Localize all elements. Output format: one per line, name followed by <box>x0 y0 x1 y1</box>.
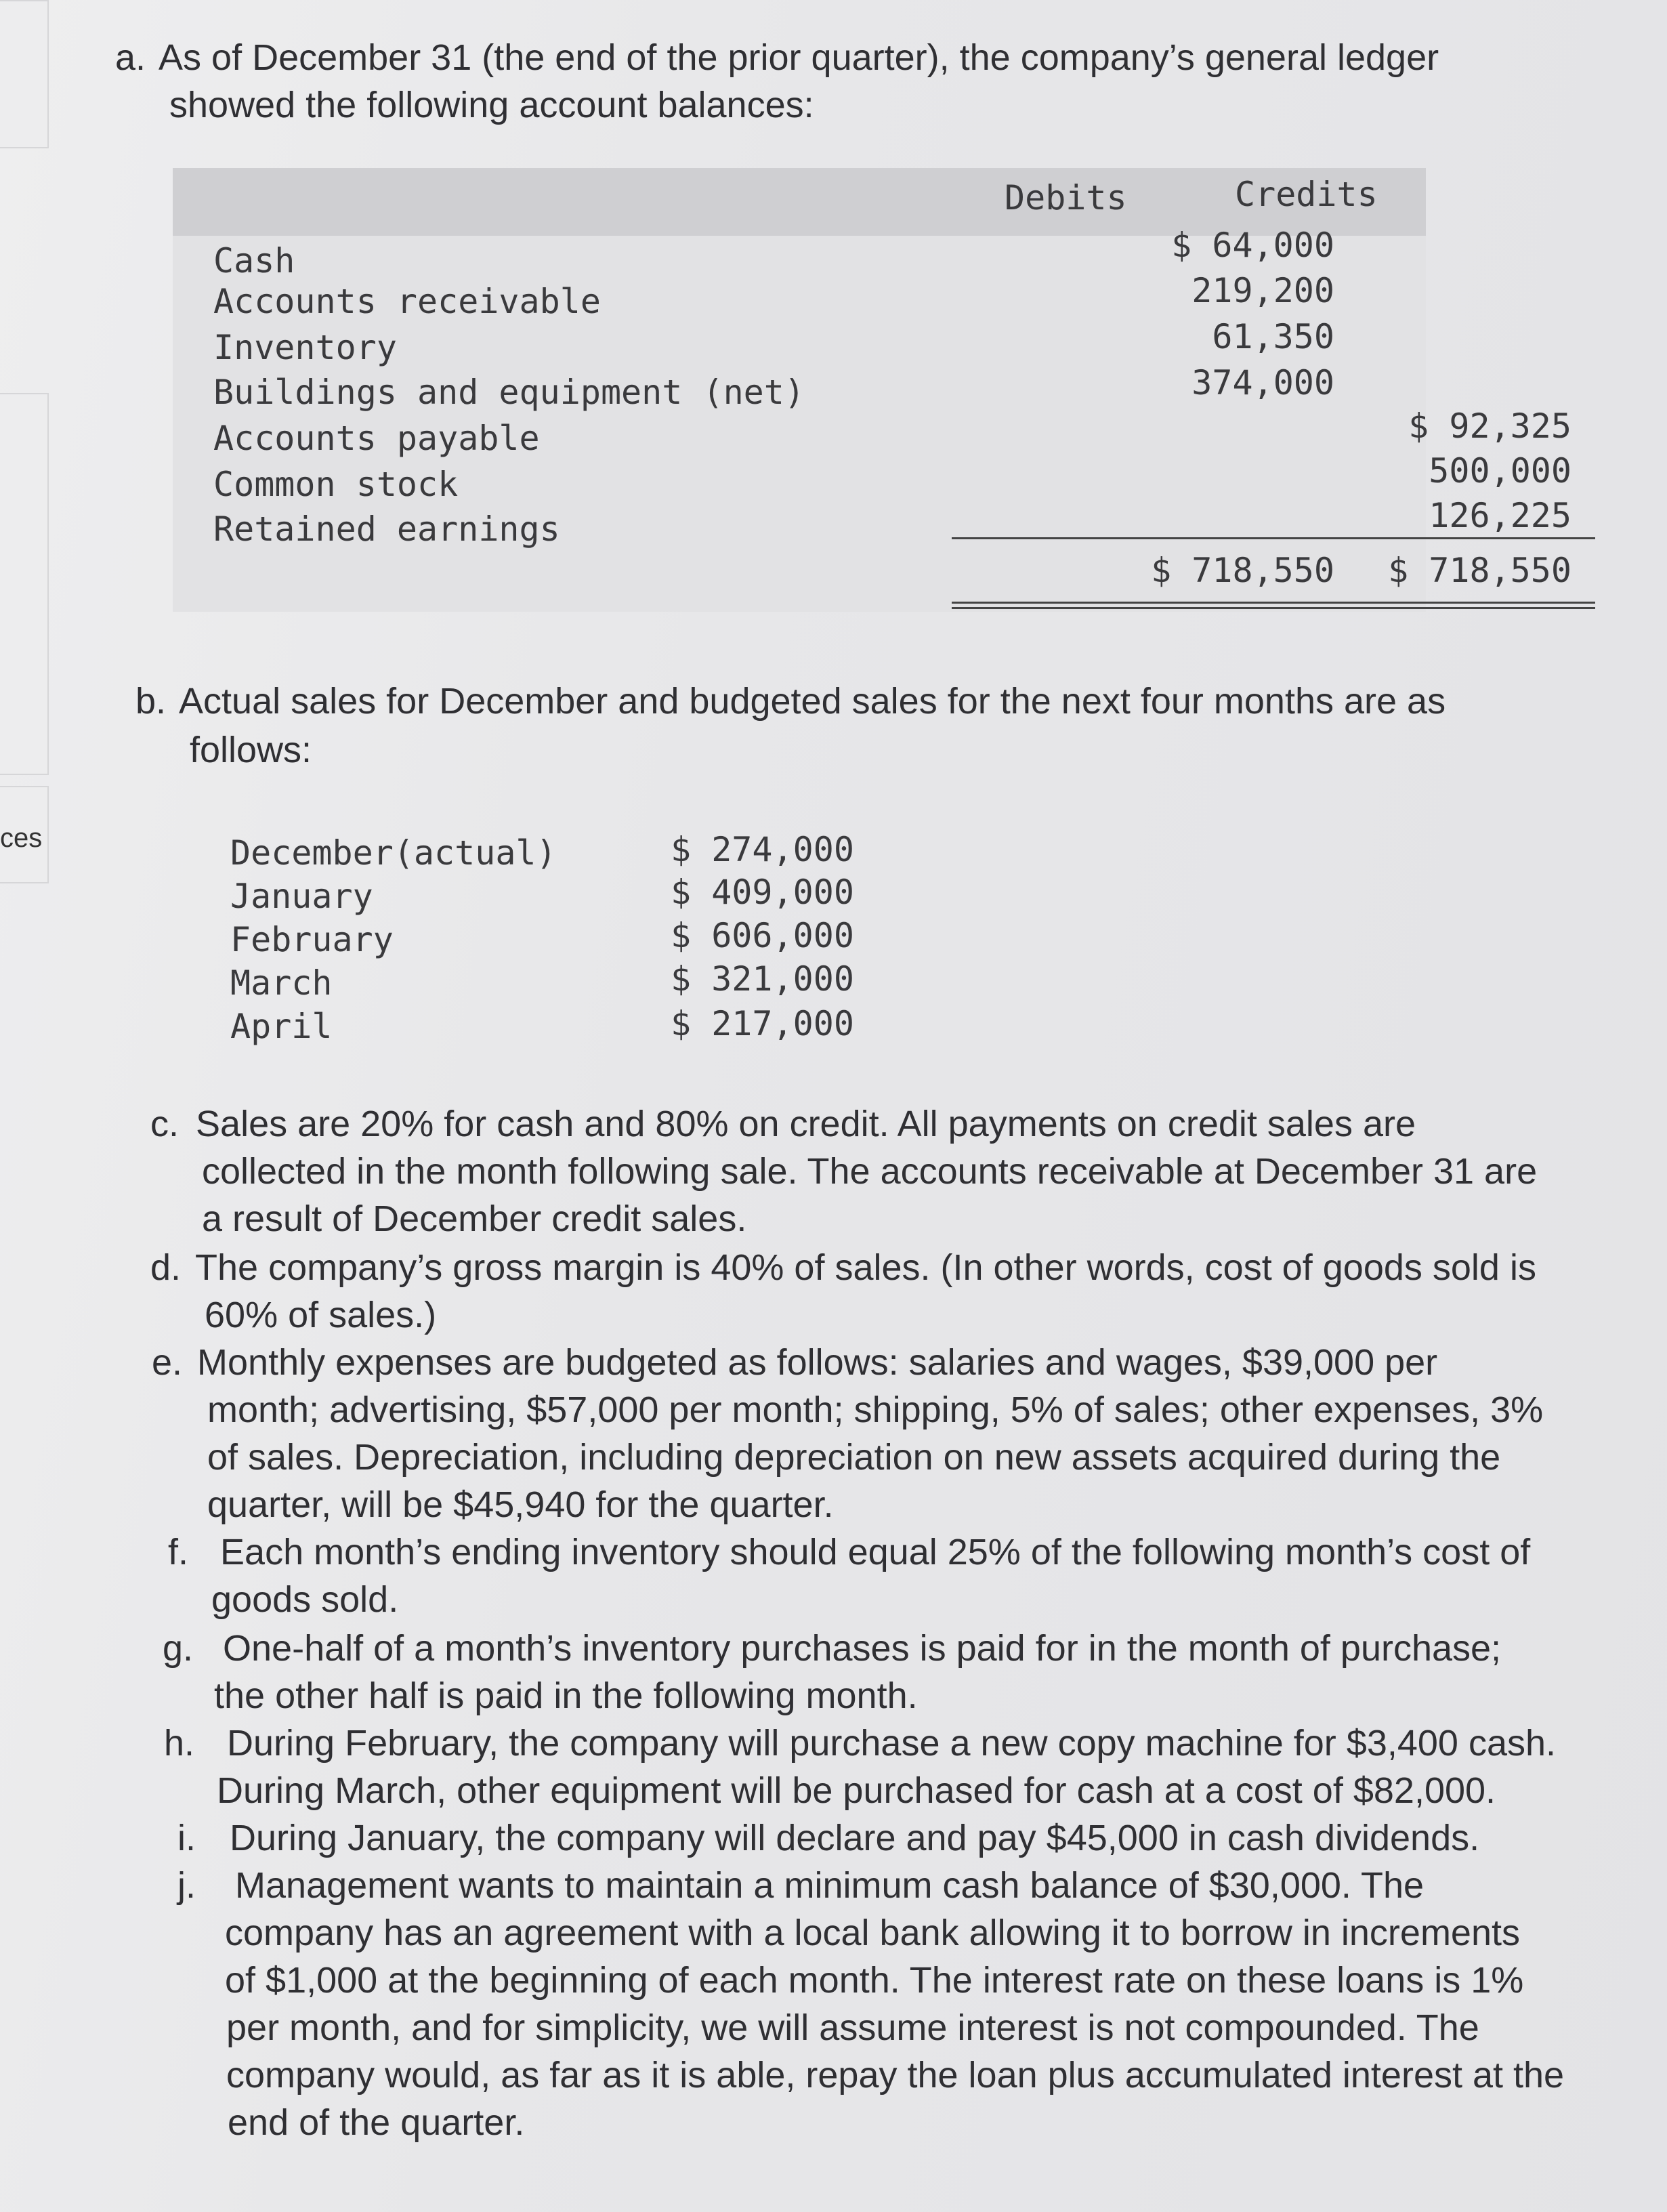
item-f-line-1: Each month’s ending inventory should equal 25% of the following month’s cost of <box>220 1532 1531 1572</box>
debit-value: 61,350 <box>1212 317 1334 356</box>
item-marker: d. <box>150 1247 182 1288</box>
sales-amount: $ 321,000 <box>671 959 854 999</box>
item-a-line-1: As of December 31 (the end of the prior quarter), the company’s general ledger <box>159 37 1439 78</box>
item-f-line-2: goods sold. <box>211 1579 399 1620</box>
sales-table <box>210 827 887 1060</box>
item-marker: a. <box>115 37 146 78</box>
sales-amount: $ 274,000 <box>671 830 854 869</box>
side-label: ces <box>0 823 43 853</box>
item-marker: f. <box>168 1532 189 1572</box>
item-j-line-4: per month, and for simplicity, we will assume interest is not compounded. The <box>226 2007 1479 2048</box>
credit-value: 126,225 <box>1429 496 1571 535</box>
side-panel-frame <box>0 0 49 148</box>
debit-value: $ 64,000 <box>1171 226 1334 265</box>
ledger-table <box>173 168 1571 612</box>
item-marker: h. <box>164 1723 195 1764</box>
item-f <box>168 1528 1530 1576</box>
item-j-line-2: company has an agreement with a local bank allowing it to borrow in increments <box>225 1913 1520 1953</box>
item-c-line-3: a result of December credit sales. <box>202 1198 747 1239</box>
account-name: Common stock <box>213 465 459 504</box>
item-j-line-3: of $1,000 at the beginning of each month. The interest rate on these loans is 1% <box>225 1960 1524 2001</box>
item-e-line-3: of sales. Depreciation, including depreciation on new assets acquired during the <box>207 1437 1501 1478</box>
debit-value: 219,200 <box>1191 271 1334 310</box>
total-rule <box>952 537 1595 539</box>
sales-month: December(actual) <box>230 833 557 873</box>
item-a-text <box>115 34 1439 81</box>
sales-month: January <box>230 877 373 916</box>
item-h-line-1: During February, the company will purchase a new copy machine for $3,400 cash. <box>227 1723 1557 1764</box>
item-d-line-2: 60% of sales.) <box>205 1295 437 1335</box>
item-marker: e. <box>152 1342 183 1383</box>
sales-amount: $ 606,000 <box>671 916 854 955</box>
item-g-line-2: the other half is paid in the following month. <box>214 1675 918 1716</box>
item-d <box>150 1244 1536 1291</box>
credit-total: $ 718,550 <box>1388 551 1571 590</box>
item-e <box>152 1339 1437 1386</box>
item-g-line-1: One-half of a month’s inventory purchases is paid for in the month of purchase; <box>223 1628 1502 1669</box>
item-marker: g. <box>163 1628 194 1669</box>
double-rule-top <box>952 602 1595 604</box>
item-j-line-5: company would, as far as it is able, repay the loan plus accumulated interest at the <box>226 2055 1565 2095</box>
side-panel-frame <box>0 393 49 775</box>
item-marker: i. <box>177 1818 196 1858</box>
sales-month: March <box>230 963 333 1003</box>
credits-header: Credits <box>1235 175 1378 214</box>
account-name: Buildings and equipment (net) <box>213 373 805 412</box>
item-a-line-2: showed the following account balances: <box>169 85 814 125</box>
credit-value: 500,000 <box>1429 451 1571 491</box>
sales-month: April <box>230 1007 333 1046</box>
debit-value: 374,000 <box>1191 363 1334 402</box>
item-marker: j. <box>177 1865 196 1906</box>
account-name: Cash <box>213 241 295 280</box>
debits-header: Debits <box>1005 178 1127 217</box>
item-i <box>177 1814 1479 1862</box>
item-e-line-4: quarter, will be $45,940 for the quarter. <box>207 1484 834 1525</box>
account-name: Retained earnings <box>213 509 560 549</box>
item-e-line-1: Monthly expenses are budgeted as follows: salaries and wages, $39,000 per <box>197 1342 1438 1383</box>
item-c-line-1: Sales are 20% for cash and 80% on credit. All payments on credit sales are <box>196 1104 1416 1144</box>
item-j-line-6: end of the quarter. <box>228 2102 525 2143</box>
item-c <box>150 1100 1416 1148</box>
item-j <box>177 1862 1424 1909</box>
item-h <box>164 1719 1556 1767</box>
item-c-line-2: collected in the month following sale. The accounts receivable at December 31 are <box>202 1151 1538 1192</box>
account-name: Inventory <box>213 328 397 367</box>
item-b-line-1: Actual sales for December and budgeted sales for the next four months are as <box>179 681 1446 722</box>
sales-month: February <box>230 920 394 959</box>
item-b-text <box>135 677 1446 725</box>
item-b-line-2: follows: <box>190 730 312 770</box>
item-h-line-2: During March, other equipment will be purchased for cash at a cost of $82,000. <box>217 1770 1496 1811</box>
account-name: Accounts receivable <box>213 282 601 321</box>
item-j-line-1: Management wants to maintain a minimum cash balance of $30,000. The <box>235 1865 1425 1906</box>
item-i-line-1: During January, the company will declare and pay $45,000 in cash dividends. <box>230 1818 1480 1858</box>
account-name: Accounts payable <box>213 419 540 458</box>
item-marker: b. <box>135 681 167 722</box>
debit-total: $ 718,550 <box>1151 551 1334 590</box>
sales-amount: $ 409,000 <box>671 873 854 912</box>
item-g <box>163 1625 1501 1672</box>
item-marker: c. <box>150 1104 180 1144</box>
item-d-line-1: The company’s gross margin is 40% of sales. (In other words, cost of goods sold is <box>195 1247 1536 1288</box>
item-e-line-2: month; advertising, $57,000 per month; shipping, 5% of sales; other expenses, 3% <box>207 1390 1544 1430</box>
credit-value: $ 92,325 <box>1408 406 1571 446</box>
sales-amount: $ 217,000 <box>671 1004 854 1043</box>
double-rule-bottom <box>952 607 1595 609</box>
